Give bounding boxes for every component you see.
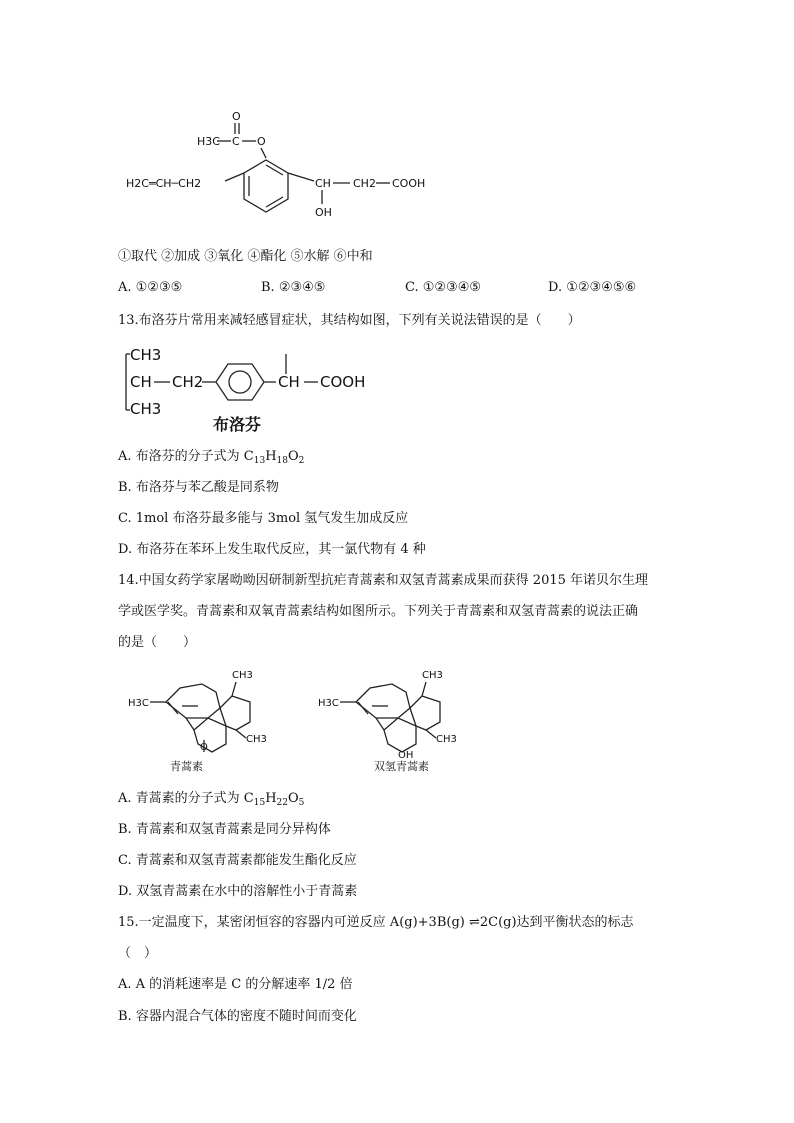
q12-label-oh: OH xyxy=(315,206,332,219)
q13-ibuprofen-structure xyxy=(118,344,378,436)
q14-formula xyxy=(244,791,305,806)
q13-label-ch-right: CH xyxy=(278,373,300,391)
q13-label-ch2: CH2 xyxy=(172,373,204,391)
q13-option-b[interactable]: B. 布洛芬与苯乙酸是同系物 xyxy=(118,480,279,495)
q13-formula-o-count: 2 xyxy=(298,456,305,466)
q13-option-d[interactable]: D. 布洛芬在苯环上发生取代反应，其一氯代物有 4 种 xyxy=(118,542,426,557)
q15-option-b[interactable]: B. 容器内混合气体的密度不随时间而变化 xyxy=(118,1009,357,1024)
q14-formula-o-count: 5 xyxy=(298,798,305,808)
q12-reaction-types: ①取代 ②加成 ③氧化 ④酯化 ⑤水解 ⑥中和 xyxy=(118,249,373,264)
q12-option-b[interactable]: B. ②③④⑤ xyxy=(261,280,326,295)
q13-option-a-prefix: A. 布洛芬的分子式为 xyxy=(118,449,244,464)
q14-stem-line3: 的是（ ） xyxy=(118,635,197,650)
q14-option-b[interactable]: B. 青蒿素和双氢青蒿素是同分异构体 xyxy=(118,822,331,837)
q13-formula-h: H xyxy=(265,449,277,464)
q14-option-d[interactable]: D. 双氢青蒿素在水中的溶解性小于青蒿素 xyxy=(118,884,358,899)
q12-option-a[interactable]: A. ①②③⑤ xyxy=(118,280,183,295)
q14-formula-c: C xyxy=(243,791,254,806)
q15-stem-line1: 15.一定温度下，某密闭恒容的容器内可逆反应 A(g)+3B(g) ⇌2C(g)达到平衡状态的标志 xyxy=(118,915,634,930)
q14-label-ch3-top-left: CH3 xyxy=(232,670,253,681)
q14-formula-h-count: 22 xyxy=(276,798,288,808)
q13-label-ch-left: CH xyxy=(130,373,152,391)
q13-option-a[interactable] xyxy=(118,448,304,470)
q14-formula-o: O xyxy=(288,791,299,806)
q12-label-ch: CH xyxy=(315,177,331,190)
q14-caption-right: 双氢青蒿素 xyxy=(374,760,429,773)
q14-label-oh: OH xyxy=(398,750,414,761)
q12-label-cooh: COOH xyxy=(392,177,426,190)
q14-label-ch3-right-right: CH3 xyxy=(436,734,457,745)
q13-formula-h-count: 18 xyxy=(276,456,288,466)
q14-option-c[interactable]: C. 青蒿素和双氢青蒿素都能发生酯化反应 xyxy=(118,853,357,868)
q14-option-a[interactable] xyxy=(118,790,304,812)
q12-label-ch2: CH2 xyxy=(353,177,376,190)
q14-formula-h: H xyxy=(265,791,277,806)
q12-label-ester-o: O xyxy=(257,135,266,148)
q14-label-ch3-top-right: CH3 xyxy=(422,670,443,681)
q13-formula-c: C xyxy=(243,449,254,464)
q14-stem-line2: 学或医学奖。青蒿素和双氧青蒿素结构如图所示。下列关于青蒿素和双氢青蒿素的说法正确 xyxy=(118,604,639,619)
q14-label-h3c-left: H3C xyxy=(128,698,149,709)
q14-label-ch3-right-left: CH3 xyxy=(246,734,267,745)
q14-dihydroartemisinin-structure xyxy=(318,666,468,776)
q13-option-c[interactable]: C. 1mol 布洛芬最多能与 3mol 氢气发生加成反应 xyxy=(118,511,409,526)
q12-structure xyxy=(118,108,438,226)
q15-option-a[interactable]: A. A 的消耗速率是 C 的分解速率 1/2 倍 xyxy=(118,977,353,992)
q14-artemisinin-structure xyxy=(128,666,278,776)
q14-label-h3c-right: H3C xyxy=(318,698,339,709)
q14-caption-left: 青蒿素 xyxy=(170,760,203,773)
q12-label-methyl: H3C xyxy=(197,135,220,148)
q12-label-carbonyl-c: C xyxy=(232,135,240,148)
q13-formula-o: O xyxy=(288,449,299,464)
q12-options xyxy=(118,280,678,298)
q14-stem-line1: 14.中国女药学家屠呦呦因研制新型抗疟青蒿素和双氢青蒿素成果而获得 2015 年诺贝尔生理 xyxy=(118,573,649,588)
q13-label-ch3-top: CH3 xyxy=(130,346,162,364)
q15-stem-line2: （ ） xyxy=(118,946,158,961)
q13-caption: 布洛芬 xyxy=(213,415,262,434)
q14-formula-c-count: 15 xyxy=(253,798,266,808)
q13-stem: 13.布洛芬片常用来减轻感冒症状，其结构如图，下列有关说法错误的是（ ） xyxy=(118,313,581,328)
q12-label-carbonyl-o: O xyxy=(232,110,241,123)
q13-label-ch3-bottom: CH3 xyxy=(130,400,162,418)
q12-option-c[interactable]: C. ①②③④⑤ xyxy=(405,280,482,295)
q13-formula xyxy=(244,449,305,464)
q12-label-allyl: H2C═CH─CH2 xyxy=(126,177,202,190)
q14-option-a-prefix: A. 青蒿素的分子式为 xyxy=(118,791,244,806)
q14-label-o-carbonyl: O xyxy=(200,742,208,753)
q12-option-d[interactable]: D. ①②③④⑤⑥ xyxy=(548,280,637,295)
q13-formula-c-count: 13 xyxy=(253,456,266,466)
q13-label-cooh: COOH xyxy=(320,373,366,391)
